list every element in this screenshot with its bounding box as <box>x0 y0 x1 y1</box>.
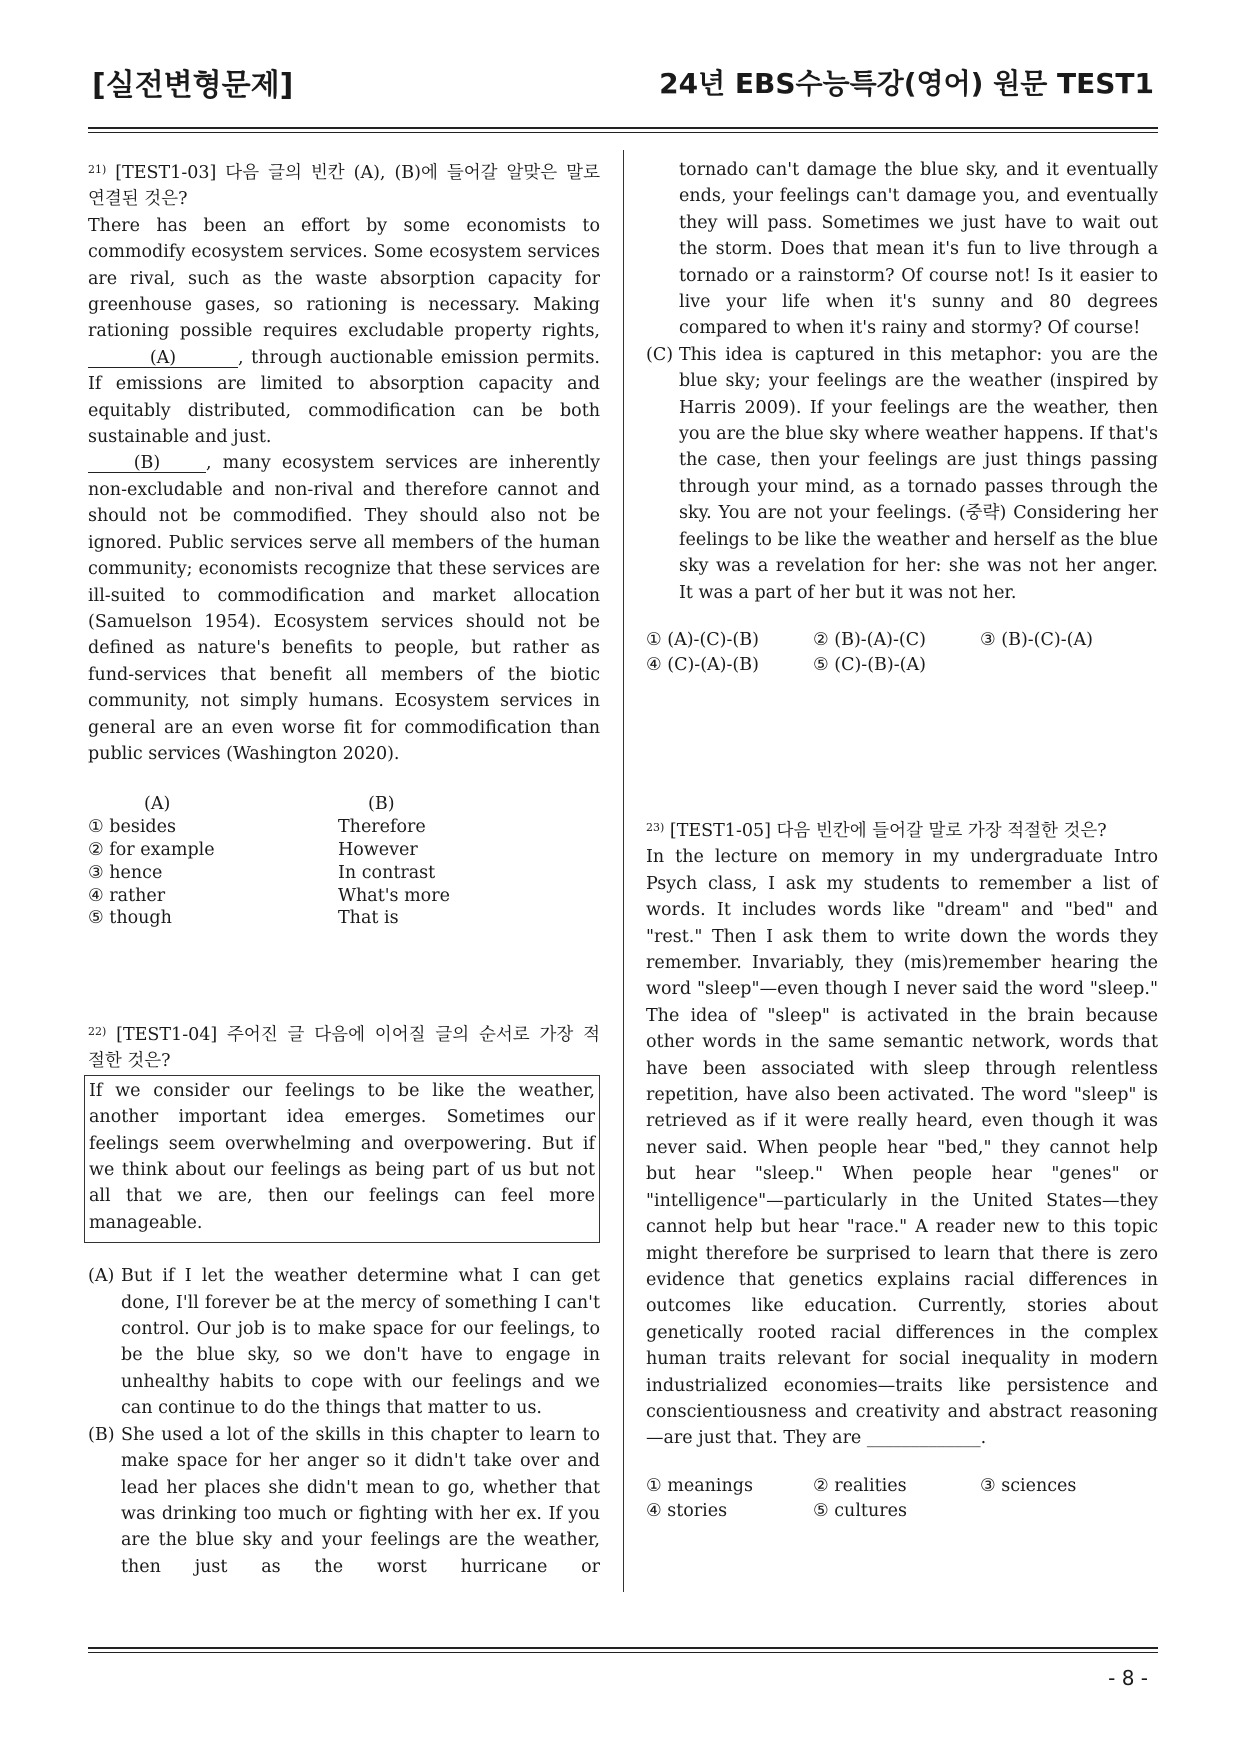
passage-c-label: (C) <box>646 344 674 365</box>
passage-b-label: (B) <box>88 1424 115 1445</box>
question-21-passage <box>88 213 600 768</box>
option-2[interactable]: ② realities <box>813 1475 907 1496</box>
question-22-prompt-line2: 절한 것은? <box>88 1051 171 1072</box>
passage-b-text-part2: tornado can't damage the blue sky, and it eventually ends, your feelings can't damage you, and eventually they will pass. Sometimes we just have to wait out the storm. Does that mean it's fun to live through a tornado or a rainstorm? Of course not! Is it easier to live your life when it's sunny and 80 degrees compared to when it's rainy and stormy? Of course! <box>679 160 1158 339</box>
option-a-value: rather <box>109 885 166 906</box>
passage-a-label: (A) <box>88 1266 115 1287</box>
option-a-value: hence <box>109 862 163 883</box>
question-21-prompt-line1: [TEST1-03] 다음 글의 빈칸 (A), (B)에 들어갈 알맞은 말로 <box>115 163 600 183</box>
given-passage-box: If we consider our feelings to be like the weather, another important idea emerges. Sometimes our feelings seem overwhelming and overpowering. But if we think about our feelings as being part of us but not all that we are, then our feelings can feel more manageable. <box>84 1075 600 1243</box>
page-number: - 8 - <box>1108 1666 1148 1690</box>
option-2[interactable]: ② (B)-(A)-(C) <box>813 629 926 650</box>
passage-c <box>646 342 1158 606</box>
blank-b: (B) <box>88 454 206 473</box>
question-22-options <box>646 628 1158 678</box>
option-row[interactable] <box>88 907 450 930</box>
footer-divider <box>88 1647 1158 1649</box>
option-1[interactable]: ① meanings <box>646 1475 753 1496</box>
passage-b <box>88 1422 600 1580</box>
question-23-prompt-text: [TEST1-05] 다음 빈칸에 들어갈 말로 가장 적절한 것은? <box>669 821 1107 841</box>
passage-part-2: , through auctionable emission permits. If emissions are limited to absorption capacity and equitably distributed, commodification can be both sustainable and just. <box>88 347 600 448</box>
passage-b-continued <box>646 157 1158 342</box>
option-3[interactable]: ③ sciences <box>980 1475 1077 1496</box>
option-4[interactable]: ④ (C)-(A)-(B) <box>646 654 759 675</box>
option-b-value: Therefore <box>338 817 426 838</box>
question-23-number: 23) <box>646 821 665 834</box>
option-a-value: for example <box>109 839 215 860</box>
option-3[interactable]: ③ (B)-(C)-(A) <box>980 629 1093 650</box>
passage-c-text: This idea is captured in this metaphor: you are the blue sky; your feelings are the weather (inspired by Harris 2009). If your feelings are the weather, then you are the blue sky where weather happens. If that's the case, then your feelings are just things passing through your mind, as a tornado passes through the sky. You are not your feelings. (중략) Considering her feelings to be like the weather and herself as the blue sky was a revelation for her: she was not her anger. It was a part of her but it was not her. <box>679 344 1159 603</box>
question-21-number: 21) <box>88 163 107 176</box>
option-a-value: besides <box>109 817 176 838</box>
option-4[interactable]: ④ stories <box>646 1500 728 1521</box>
option-b-value: What's more <box>338 885 450 906</box>
option-number: ② <box>88 839 104 860</box>
option-row[interactable] <box>88 885 450 908</box>
question-23-passage: In the lecture on memory in my undergraduate Intro Psych class, I ask my students to remember a list of words. It includes words like "dream" and "bed" and "rest." Then I ask them to write down the words they remember. Invariably, they (mis)remember hearing the word "sleep"—even though I never said the word "sleep." The idea of "sleep" is activated in the brain because other words in the same semantic network, words that have been associated with sleep through relentless repetition, have also been activated. The word "sleep" is retrieved as if it were really heard, even though it was never said. When people hear "bed," they cannot help but hear "sleep." When people hear "genes" or "intelligence"—particularly in the United States—they cannot help but hear "race." A reader new to this topic might therefore be surprised to learn that there is zero evidence that genetics explains racial differences in outcomes like education. Currently, stories about genetically rooted racial differences in the complex human traits relevant for social inequality in modern industrialized economies—traits like persistence and conscientiousness and creativity and abstract reasoning —are just that. They are _____________. <box>646 847 1158 1449</box>
header-divider <box>88 127 1158 129</box>
passage-b-text-part1: She used a lot of the skills in this chapter to learn to make space for her anger so it didn't take over and lead her places she didn't mean to go, whether that was drinking too much or fighting with her ex. If you are the blue sky and your feelings are the weather, then just as the worst hurricane or <box>121 1424 600 1577</box>
options-header-a: (A) <box>144 794 171 815</box>
options-header-b: (B) <box>368 794 395 815</box>
question-23-options <box>646 1474 1158 1524</box>
option-number: ⑤ <box>88 908 104 929</box>
question-22-prompt <box>88 1019 600 1048</box>
option-a-value: though <box>109 908 172 929</box>
option-b-value: In contrast <box>338 862 436 883</box>
option-row[interactable] <box>88 816 450 839</box>
passage-a-text: But if I let the weather determine what I can get done, I'll forever be at the mercy of something I can't control. Our job is to make space for our feelings, to be the blue sky, so we don't have to engage in unhealthy habits to cope with our feelings and we can continue to do the things that matter to us. <box>121 1266 600 1419</box>
option-number: ④ <box>88 885 104 906</box>
question-22-prompt-line1: [TEST1-04] 주어진 글 다음에 이어질 글의 순서로 가장 적 <box>116 1025 600 1045</box>
header-subtitle: 24년 EBS수능특강(영어) 원문 TEST1 <box>659 67 1154 100</box>
option-b-value: That is <box>338 908 399 929</box>
passage-part-1: There has been an effort by some economists to commodify ecosystem services. Some ecosystem services are rival, such as the waste absorption capacity for greenhouse gases, so rationing is necessary. Making rationing possible requires excludable property rights, <box>88 215 600 342</box>
passage-a <box>88 1263 600 1421</box>
column-divider <box>623 150 624 1592</box>
question-23 <box>646 815 1158 1524</box>
header-title: [실전변형문제] <box>92 68 294 103</box>
left-column <box>88 157 600 1577</box>
option-5[interactable]: ⑤ cultures <box>813 1500 907 1521</box>
blank-a: (A) <box>88 349 238 368</box>
passage-part-3: , many ecosystem services are inherently non-excludable and non-rival and therefore cannot and should not be commodified. They should also not be ignored. Public services serve all members of the human community; economists recognize that these services are ill-suited to commodification and market allocation (Samuelson 1954). Ecosystem services should not be defined as nature's benefits to people, but rather as fund-services that benefit all members of the biotic community, not simply humans. Ecosystem services in general are an even worse fit for commodification than public services (Washington 2020). <box>88 453 600 764</box>
question-21-options <box>88 793 450 930</box>
question-21-prompt-line2: 연결된 것은? <box>88 189 188 210</box>
option-number: ③ <box>88 862 104 883</box>
question-23-prompt <box>646 815 1158 844</box>
option-5[interactable]: ⑤ (C)-(B)-(A) <box>813 654 926 675</box>
question-21-prompt <box>88 157 600 186</box>
option-b-value: However <box>338 839 418 860</box>
option-row[interactable] <box>88 862 450 885</box>
question-21 <box>88 157 600 930</box>
right-column <box>646 157 1159 1521</box>
question-22-number: 22) <box>88 1025 107 1038</box>
option-1[interactable]: ① (A)-(C)-(B) <box>646 629 759 650</box>
question-22 <box>88 1019 600 1580</box>
option-row[interactable] <box>88 839 450 862</box>
option-number: ① <box>88 817 104 838</box>
